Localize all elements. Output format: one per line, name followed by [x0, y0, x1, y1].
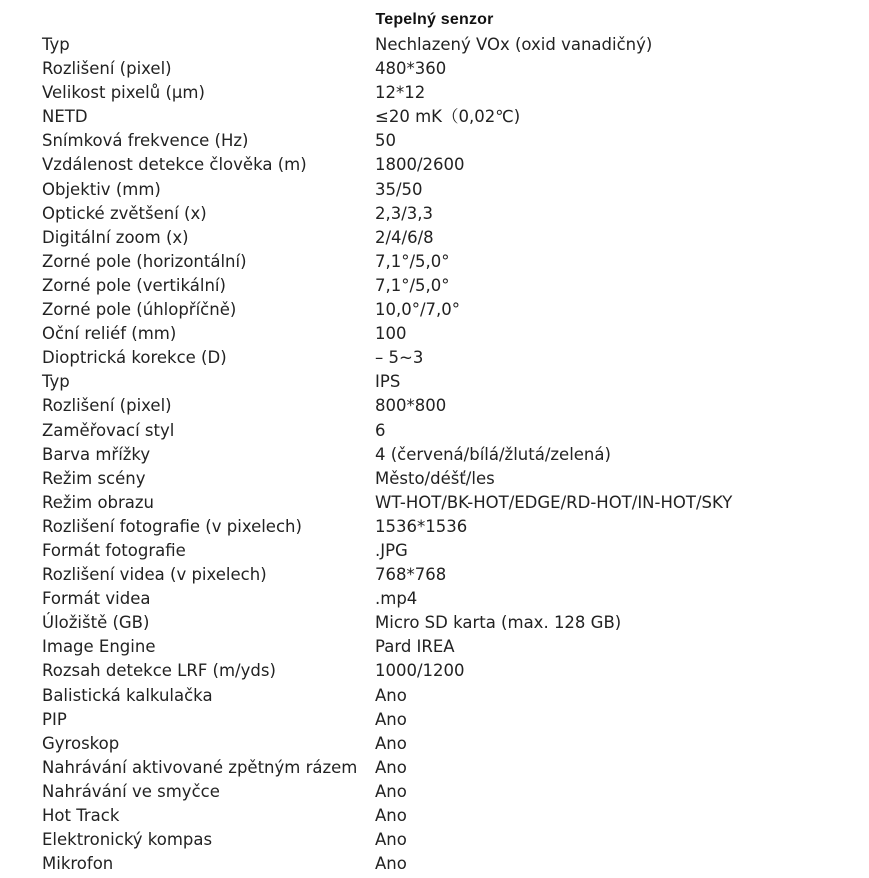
spec-value: 1536*1536 — [375, 516, 468, 536]
spec-label: Zorné pole (úhlopříčně) — [42, 300, 237, 320]
spec-label: Zorné pole (horizontální) — [42, 251, 247, 271]
spec-label: Rozsah detekce LRF (m/yds) — [42, 661, 276, 681]
spec-label: Rozlišení fotografie (v pixelech) — [42, 516, 302, 536]
spec-value: Nechlazený VOx (oxid vanadičný) — [375, 35, 653, 54]
spec-label: Nahrávání aktivované zpětným rázem — [42, 757, 358, 777]
spec-label: Režim scény — [42, 468, 146, 488]
spec-label: Hot Track — [42, 806, 120, 825]
spec-row — [0, 732, 869, 756]
spec-value: Město/déšť/les — [375, 468, 495, 488]
spec-label: Rozlišení videa (v pixelech) — [42, 565, 267, 585]
spec-label: Objektiv (mm) — [42, 179, 161, 199]
spec-value: Pard IREA — [375, 637, 455, 657]
spec-row — [0, 178, 869, 202]
spec-value: 800*800 — [375, 396, 447, 416]
spec-row — [0, 81, 869, 105]
spec-value: Ano — [375, 733, 407, 753]
spec-row — [0, 684, 869, 708]
spec-value: 10,0°/7,0° — [375, 300, 461, 320]
spec-value: ≤20 mK（0,02℃) — [375, 107, 521, 127]
spec-label: NETD — [42, 107, 88, 127]
spec-label: Rozlišení (pixel) — [42, 59, 172, 79]
spec-value: 6 — [375, 420, 386, 440]
spec-label: Nahrávání ve smyčce — [42, 781, 220, 801]
spec-label: Zaměřovací styl — [42, 420, 175, 440]
spec-label: PIP — [42, 709, 67, 729]
spec-label: Režim obrazu — [42, 492, 155, 512]
spec-value: Micro SD karta (max. 128 GB) — [375, 613, 622, 633]
spec-row — [0, 129, 869, 153]
spec-row — [0, 563, 869, 587]
spec-row — [0, 153, 869, 177]
spec-label: Velikost pixelů (μm) — [42, 83, 205, 103]
spec-row — [0, 780, 869, 804]
spec-sheet — [0, 10, 869, 876]
spec-row — [0, 852, 869, 876]
spec-label: Typ — [42, 35, 70, 54]
spec-row — [0, 587, 869, 611]
spec-value: 4 (červená/bílá/žlutá/zelená) — [375, 444, 611, 464]
spec-label: Rozlišení (pixel) — [42, 396, 172, 416]
spec-value: .JPG — [375, 540, 408, 560]
spec-label: Oční reliéf (mm) — [42, 324, 177, 344]
spec-row — [0, 419, 869, 443]
spec-label: Image Engine — [42, 637, 156, 657]
spec-value: WT-HOT/BK-HOT/EDGE/RD-HOT/IN-HOT/SKY — [375, 492, 733, 512]
spec-value: Ano — [375, 781, 407, 801]
spec-value: Ano — [375, 709, 407, 729]
spec-row — [0, 322, 869, 346]
spec-value: .mp4 — [375, 589, 418, 609]
spec-row — [0, 539, 869, 563]
spec-label: Úložiště (GB) — [42, 613, 150, 633]
spec-label: Optické zvětšení (x) — [42, 203, 207, 223]
spec-label: Formát videa — [42, 589, 151, 609]
spec-value: Ano — [375, 685, 407, 705]
spec-value: 1000/1200 — [375, 661, 465, 681]
spec-value: Ano — [375, 806, 407, 825]
spec-row — [0, 250, 869, 274]
spec-value: Ano — [375, 854, 407, 874]
spec-row — [0, 274, 869, 298]
spec-value: 35/50 — [375, 179, 423, 199]
spec-label: Vzdálenost detekce člověka (m) — [42, 155, 307, 175]
spec-label: Typ — [42, 372, 70, 392]
spec-value: 768*768 — [375, 565, 447, 585]
spec-row — [0, 298, 869, 322]
spec-label: Elektronický kompas — [42, 830, 213, 850]
spec-row — [0, 804, 869, 828]
spec-row — [0, 467, 869, 491]
spec-value: 480*360 — [375, 59, 447, 79]
spec-value: Ano — [375, 830, 407, 850]
spec-value: 100 — [375, 324, 407, 344]
spec-value: 2,3/3,3 — [375, 203, 434, 223]
spec-row — [0, 443, 869, 467]
spec-value: 50 — [375, 131, 396, 151]
spec-row — [0, 346, 869, 370]
spec-value: 2/4/6/8 — [375, 227, 434, 247]
spec-value: Ano — [375, 757, 407, 777]
spec-row — [0, 57, 869, 81]
spec-row — [0, 226, 869, 250]
spec-row — [0, 828, 869, 852]
spec-row — [0, 202, 869, 226]
spec-row — [0, 611, 869, 635]
spec-row — [0, 491, 869, 515]
spec-row — [0, 370, 869, 394]
spec-row — [0, 33, 869, 57]
spec-value: 12*12 — [375, 83, 426, 103]
spec-label: Zorné pole (vertikální) — [42, 275, 226, 295]
spec-table — [0, 33, 869, 876]
spec-row — [0, 105, 869, 129]
spec-row — [0, 659, 869, 683]
spec-value: IPS — [375, 372, 401, 392]
spec-label: Gyroskop — [42, 733, 120, 753]
spec-label: Barva mřížky — [42, 444, 151, 464]
spec-row — [0, 756, 869, 780]
spec-row — [0, 394, 869, 418]
spec-row — [0, 708, 869, 732]
spec-label: Snímková frekvence (Hz) — [42, 131, 249, 151]
spec-label: Mikrofon — [42, 854, 114, 874]
spec-value: – 5~3 — [375, 348, 424, 368]
spec-value: 7,1°/5,0° — [375, 275, 450, 295]
spec-label: Formát fotografie — [42, 540, 186, 560]
spec-row — [0, 635, 869, 659]
spec-value: 7,1°/5,0° — [375, 251, 450, 271]
spec-row — [0, 515, 869, 539]
spec-label: Dioptrická korekce (D) — [42, 348, 227, 368]
spec-label: Balistická kalkulačka — [42, 685, 213, 705]
section-title: Tepelný senzor — [375, 11, 494, 28]
spec-label: Digitální zoom (x) — [42, 227, 189, 247]
spec-value: 1800/2600 — [375, 155, 465, 175]
